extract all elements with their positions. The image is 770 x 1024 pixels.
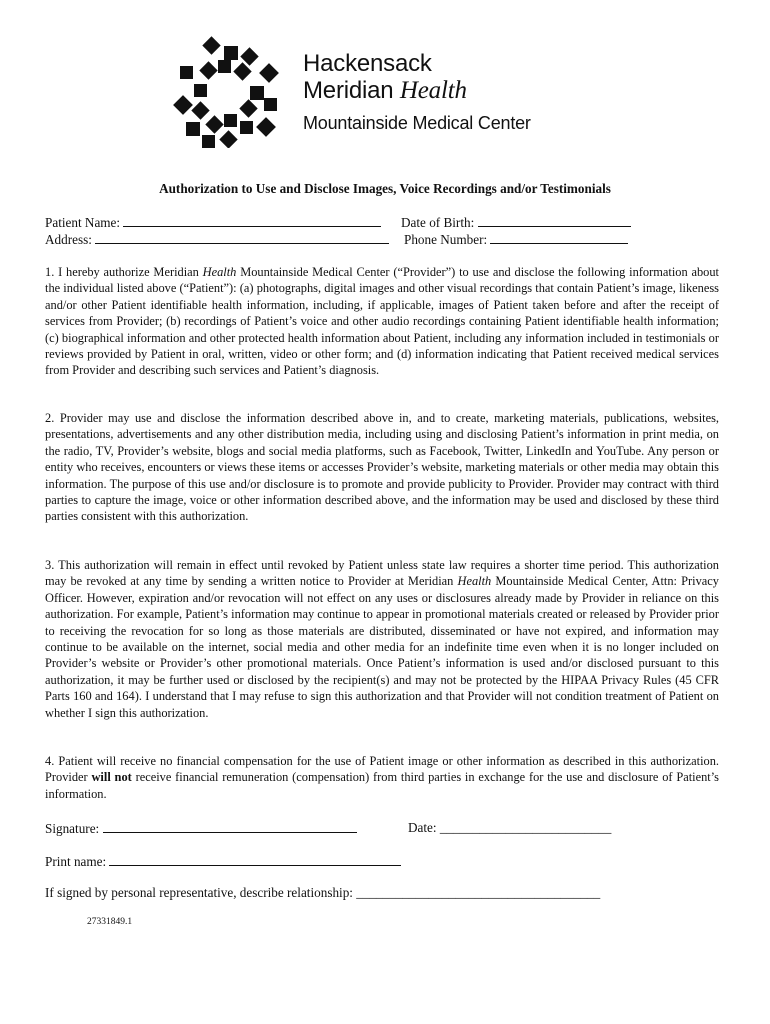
representative-line[interactable]: _____________________________________ xyxy=(356,885,601,900)
representative-field xyxy=(45,885,600,901)
patient-name-label: Patient Name: xyxy=(45,215,121,230)
dob-field xyxy=(401,214,631,231)
logo-diamond xyxy=(219,130,237,148)
logo-diamond xyxy=(259,63,279,83)
logo-diamond xyxy=(202,135,215,148)
logo-diamond xyxy=(191,101,209,119)
logo-diamond xyxy=(199,61,217,79)
logo-diamond xyxy=(224,46,238,60)
date-field xyxy=(408,820,611,836)
paragraph-3: 3. This authorization will remain in effect until revoked by Patient unless state law requires a shorter time period. This authorization may be revoked at any time by sending a written notice to Provider at Meridian Health Mountainside Medical Center, Attn: Privacy Officer. However, expiration and/or revocation will not effect on any uses or disclosures already made by Provider in reliance on this authorization. For example, Patient’s information may continue to appear in promotional materials created or released by Provider prior to receiving the revocation for so long as those materials are distributed, disseminated or have not expired, and information may continue to be available on the internet, social media and other media for an indefinite time even when it is no longer included on Provider’s website or Provider’s other promotional materials. Once Patient’s information is used and/or disclosed pursuant to this authorization, it may be further used or disclosed by the recipient(s) and may not be protected by the HIPAA Privacy Rules (45 CFR Parts 160 and 164). I understand that I may refuse to sign this authorization and that Provider will not condition treatment of Patient on whether I sign this authorization. xyxy=(45,558,719,720)
dob-label: Date of Birth: xyxy=(401,215,475,230)
signature-line[interactable] xyxy=(103,820,357,833)
brand-wordmark xyxy=(303,50,531,133)
logo-diamond xyxy=(186,122,200,136)
address-line[interactable] xyxy=(95,231,389,244)
print-name-label: Print name: xyxy=(45,854,107,869)
logo-diamond xyxy=(194,84,207,97)
print-name-line[interactable] xyxy=(109,853,401,866)
dob-line[interactable] xyxy=(478,214,631,227)
logo-diamond xyxy=(256,117,276,137)
paragraph-4: 4. Patient will receive no financial compensation for the use of Patient image or other information as described in this authorization. Provider will not receive financial remuneration (compensation) from third parties in exchange for the use and disclosure of Patient’s information. xyxy=(45,754,719,801)
date-line[interactable]: __________________________ xyxy=(439,820,612,835)
address-field xyxy=(45,231,389,248)
hackensack-meridian-logo xyxy=(172,36,284,148)
brand-facility-name: Mountainside Medical Center xyxy=(303,113,531,133)
print-name-field xyxy=(45,853,401,870)
phone-line[interactable] xyxy=(490,231,628,244)
representative-label: If signed by personal representative, describe relationship: xyxy=(45,885,353,900)
logo-diamond xyxy=(218,60,231,73)
logo-diamond xyxy=(224,114,237,127)
date-label: Date: xyxy=(408,820,437,835)
logo-diamond xyxy=(205,115,223,133)
form-title: Authorization to Use and Disclose Images, Voice Recordings and/or Testimonials xyxy=(159,181,611,196)
signature-label: Signature: xyxy=(45,821,100,836)
phone-label: Phone Number: xyxy=(404,232,488,247)
logo-diamond xyxy=(250,86,264,100)
phone-field xyxy=(404,231,628,248)
logo-diamond xyxy=(180,66,193,79)
paragraph-2: 2. Provider may use and disclose the information described above in, and to create, marketing materials, publications, websites, presentations, advertisements and any other distribution media, including using and disclosing Patient’s information in print media, on the radio, TV, Provider’s website, blogs and social media platforms, such as Facebook, Twitter, LinkedIn and YouTube. Any person or entity who receives, encounters or views these items or accesses Provider’s website, marketing materials or other media may obtain this information. The purpose of this use and/or disclosure is to promote and provide publicity to Provider. Provider may contract with third parties to capture the image, voice or other information described above, and the information may be used and disclosed by these third parties consistent with this authorization. xyxy=(45,411,719,524)
logo-diamond xyxy=(264,98,277,111)
address-label: Address: xyxy=(45,232,92,247)
logo-diamond xyxy=(202,36,220,54)
logo-diamond xyxy=(173,95,193,115)
brand-name-line1: Hackensack xyxy=(303,50,432,77)
paragraph-1: 1. I hereby authorize Meridian Health Mountainside Medical Center (“Provider”) to use and disclose the following information about the individual listed above (“Patient”): (a) photographs, digital images and other visual recordings that contain Patient’s image, likeness and/or other Patient identifiable health information, including, if applicable, images of Patient taken before and after the receipt of services from Provider; (b) recordings of Patient’s voice and other audio recordings containing Patient identifiable health information; (c) biographical information and other protected health information about Patient, including any information included in testimonials or reviews provided by Patient in oral, written, video or other form; and (d) information indicating that Patient received medical services from Provider and describing such services and Patient’s diagnosis. xyxy=(45,265,719,378)
patient-name-field xyxy=(45,214,381,231)
logo-diamond xyxy=(239,99,257,117)
patient-name-line[interactable] xyxy=(123,214,381,227)
signature-field xyxy=(45,820,357,837)
document-id: 27331849.1 xyxy=(87,917,133,927)
brand-name-line2: Meridian Health xyxy=(303,77,467,104)
logo-diamond xyxy=(240,121,253,134)
